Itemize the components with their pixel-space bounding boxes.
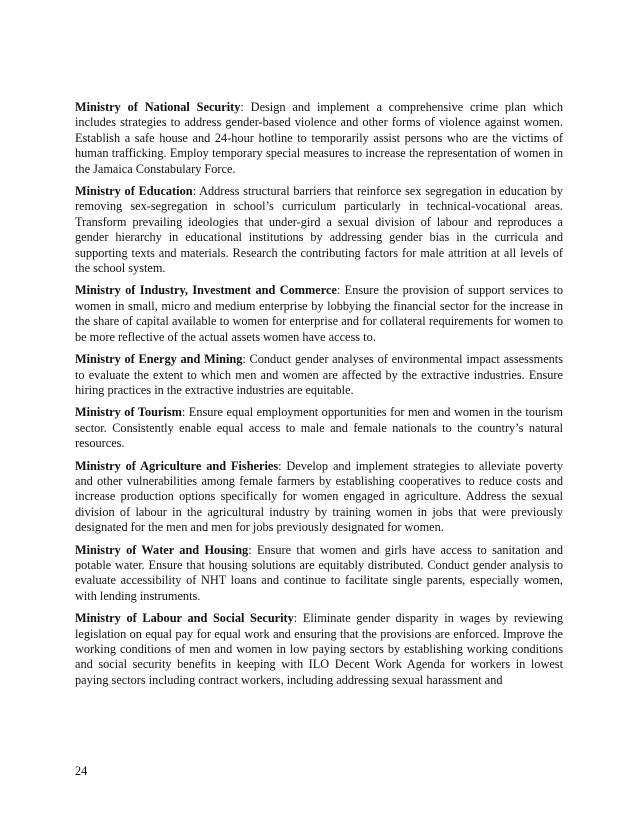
ministry-heading: Ministry of Labour and Social Security bbox=[75, 611, 294, 626]
page-number: 24 bbox=[75, 764, 88, 778]
ministry-heading: Ministry of Education bbox=[75, 184, 193, 199]
paragraph-text: : Conduct gender analyses of environmental impact assessments to evaluate the extent to which men and women are affected by the extractive industries. Ensure hiring practices in the extractive industries are equitable. bbox=[75, 352, 564, 397]
paragraph-water-housing bbox=[75, 543, 563, 605]
paragraph-labour-social-security bbox=[75, 611, 563, 688]
document-page bbox=[75, 100, 563, 695]
paragraph-agriculture-fisheries bbox=[75, 459, 563, 536]
paragraph-text: : Ensure equal employment opportunities for men and women in the tourism sector. Consistently enable equal access to male and female nationals to the country’s natural resources. bbox=[75, 405, 563, 451]
ministry-heading: Ministry of Water and Housing bbox=[75, 542, 249, 557]
ministry-heading: Ministry of Tourism bbox=[75, 405, 182, 420]
paragraph-text: : Design and implement a comprehensive crime plan which includes strategies to address gender-based violence and other forms of violence against women. Establish a safe house and 24-hour hotline to temporarily assist persons who are the victims of human trafficking. Employ temporary special measures to increase the representation of women in the Jamaica Constabulary Force. bbox=[75, 100, 563, 176]
paragraph-text: : Ensure the provision of support services to women in small, micro and medium enterprise by lobbying the financial sector for the increase in the share of capital available to women for enterprise and for collateral requirements for women to be more reflective of the actual assets women have access to. bbox=[75, 283, 563, 344]
paragraph-tourism bbox=[75, 405, 563, 451]
paragraph-education bbox=[75, 184, 563, 276]
ministry-heading: Ministry of Agriculture and Fisheries bbox=[75, 458, 279, 473]
paragraph-energy-mining bbox=[75, 352, 563, 398]
paragraph-text: : Develop and implement strategies to alleviate poverty and other vulnerabilities among female farmers by establishing cooperatives to reduce costs and increase production options specifically for women engaged in agriculture. Address the sexual division of labour in the agricultural industry by training women in jobs that were previously designated for the men and men for jobs previously designated for women. bbox=[75, 458, 563, 535]
paragraph-industry-investment-commerce bbox=[75, 283, 563, 345]
ministry-heading: Ministry of Energy and Mining bbox=[75, 352, 243, 367]
ministry-heading: Ministry of National Security bbox=[75, 100, 241, 114]
paragraph-text: : Eliminate gender disparity in wages by reviewing legislation on equal pay for equal work and ensuring that the provisions are enforced. Improve the working conditions of men and women in low paying sectors by establishing working conditions and social security benefits in keeping with ILO Decent Work Agenda for workers in lowest paying sectors including contract workers, including addressing sexual harassment and bbox=[75, 611, 563, 687]
ministry-heading: Ministry of Industry, Investment and Commerce bbox=[75, 283, 337, 298]
paragraph-national-security bbox=[75, 100, 563, 177]
paragraph-text: : Address structural barriers that reinforce sex segregation in education by removing sex-segregation in school’s curriculum particularly in technical-vocational areas. Transform prevailing ideologies that under-gird a sexual division of labour and reproduces a gender hierarchy in educational institutions by addressing gender bias in the curricula and supporting texts and materials. Research the contributing factors for male attrition at all levels of the school system. bbox=[75, 184, 563, 276]
paragraph-text: : Ensure that women and girls have access to sanitation and potable water. Ensure that housing solutions are equitably distributed. Conduct gender analysis to evaluate accessibility of NHT loans and continue to facilitate single parents, especially women, with lending instruments. bbox=[75, 542, 563, 603]
